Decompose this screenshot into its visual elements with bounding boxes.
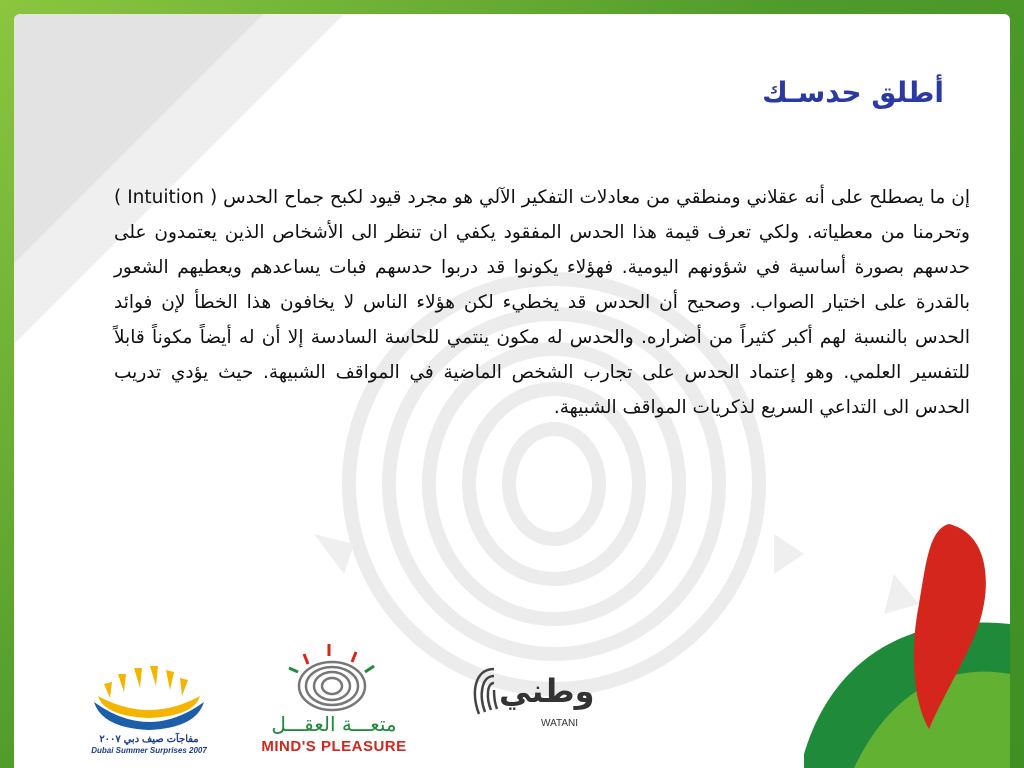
- dss-logo: [84, 654, 214, 754]
- slide-body-text: إن ما يصطلح على أنه عقلاني ومنطقي من معادلات التفكير الآلي هو مجرد قيود لكبح جماح الحدس ( Intuition ) وتحرمنا من معطياته. ولكي تعرف قيمة هذا الحدس المفقود يكفي ان تنظر الى الأشخاص الذين يعتمدون على حدسهم بصورة أساسية في شؤونهم اليومية. فهؤلاء يكونوا قد دربوا حدسهم فبات يساعدهم ويعطيهم الشعور بالقدرة على اختيار الصواب. وصحيح أن الحدس قد يخطيء لكن هؤلاء الناس لا يخافون هذا الخطأ لإن فوائد الحدس بالنسبة لهم أكبر كثيراً من أضراره. والحدس له مكون ينتمي للحاسة السادسة إلا أن له أيضاً مكوناً قابلاً للتفسير العلمي. وهو إعتماد الحدس على تجارب الشخص الماضية في المواقف الشبيهة. حيث يؤدي تدريب الحدس الى التداعي السريع لذكريات المواقف الشبيهة.: [114, 187, 970, 418]
- watani-logo: [469, 664, 599, 744]
- minds-pleasure-logo: [234, 634, 434, 754]
- minds-pleasure-arabic: متعـــة العقـــل: [271, 712, 397, 736]
- slide-title: أطلق حدسـك: [762, 76, 944, 109]
- dss-english-caption: Dubai Summer Surprises 2007: [91, 746, 207, 755]
- watani-english: WATANI: [541, 718, 579, 729]
- watani-arabic: وطني: [499, 672, 595, 710]
- dss-arabic-caption: مفاجآت صيف دبي ٢٠٠٧: [99, 734, 199, 745]
- minds-pleasure-english: MIND'S PLEASURE: [261, 738, 407, 755]
- fingerprint-brain-icon: [234, 634, 434, 714]
- slide-canvas: [14, 14, 1010, 768]
